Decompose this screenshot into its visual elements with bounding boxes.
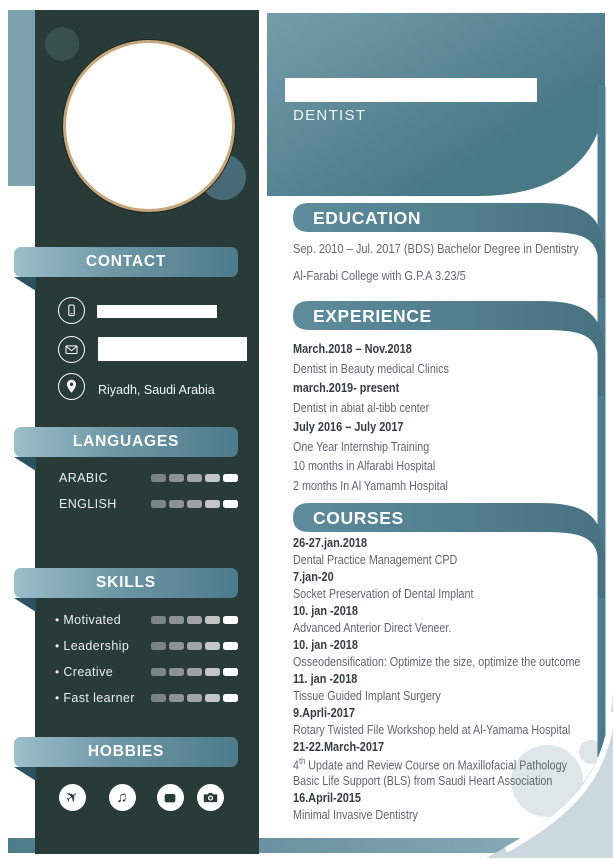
header-band (267, 13, 605, 196)
camera-icon (197, 784, 224, 811)
course-date: 11. jan -2018 (293, 671, 358, 686)
experience-item: 10 months in Alfarabi Hospital (293, 458, 436, 473)
course-date: 21-22.March-2017 (293, 739, 385, 754)
plane-icon: ✈ (59, 784, 86, 811)
location-pin-icon (58, 373, 85, 400)
course-item: Advanced Anterior Direct Veneer. (293, 620, 452, 635)
course-date: 7.jan-20 (293, 569, 334, 584)
experience-item: One Year Internship Training (293, 438, 430, 454)
skill-row (55, 613, 238, 627)
language-row (59, 497, 238, 511)
section-heading-experience: EXPERIENCE (313, 306, 432, 326)
skill-label: • Fast learner (55, 691, 135, 705)
level-bar (151, 642, 238, 650)
course-item (293, 756, 580, 773)
course-item: Rotary Twisted File Workshop held at Al-Yamama Hospital (293, 722, 571, 737)
education-section (293, 241, 579, 295)
hobbies-heading (14, 737, 238, 767)
course-item-prefix: 4 (293, 757, 299, 773)
skill-label: • Motivated (55, 613, 121, 627)
skill-label: • Leadership (55, 639, 129, 653)
language-row (59, 471, 238, 485)
course-item: Dental Practice Management CPD (293, 552, 458, 567)
phone-icon (58, 297, 85, 324)
hobbies-heading-label: HOBBIES (87, 743, 165, 760)
experience-date: march.2019- present (293, 380, 400, 395)
phone-redacted (97, 305, 217, 318)
course-item: Basic Life Support (BLS) from Saudi Heart Association (293, 773, 553, 788)
course-item-ordinal: th (298, 756, 306, 766)
email-redacted (98, 337, 247, 361)
contact-heading-label: CONTACT (85, 253, 167, 270)
decor-circle (45, 27, 79, 61)
name-redacted (285, 78, 537, 102)
skill-row (55, 665, 238, 679)
language-label: ARABIC (59, 471, 108, 485)
course-date: 9.Aprli-2017 (293, 705, 355, 720)
course-date: 10. jan -2018 (293, 603, 358, 618)
course-date: 16.April-2015 (293, 790, 361, 805)
languages-heading (14, 427, 238, 457)
course-date: 10. jan -2018 (293, 637, 358, 652)
level-bar (151, 474, 238, 482)
music-icon: ♫ (109, 784, 136, 811)
sidebar (35, 10, 259, 854)
experience-section (293, 341, 449, 497)
skill-row (55, 691, 238, 705)
location-text: Riyadh, Saudi Arabia (98, 383, 215, 397)
course-item: Socket Preservation of Dental Implant (293, 586, 474, 601)
skills-heading (14, 568, 238, 598)
education-line: Sep. 2010 – Jul. 2017 (BDS) Bachelor Degree in Dentistry (293, 241, 579, 256)
skill-row (55, 639, 238, 653)
experience-date: March.2018 – Nov.2018 (293, 341, 412, 356)
job-title: DENTIST (293, 107, 367, 124)
book-icon (157, 784, 184, 811)
experience-item: Dentist in Beauty medical Clinics (293, 360, 449, 376)
level-bar (151, 500, 238, 508)
section-heading-education: EDUCATION (313, 208, 422, 228)
languages-heading-label: LANGUAGES (72, 433, 180, 450)
section-heading-courses: COURSES (313, 508, 404, 528)
experience-date: July 2016 – July 2017 (293, 419, 404, 434)
course-item: Tissue Guided Implant Surgery (293, 688, 441, 703)
experience-item: 2 months In Al Yamamh Hospital (293, 477, 448, 493)
profile-photo (63, 40, 235, 212)
course-item: Minimal Invasive Dentistry (293, 807, 418, 822)
education-line: Al-Farabi College with G.P.A 3.23/5 (293, 268, 466, 283)
left-accent-strip (8, 10, 36, 186)
skill-label: • Creative (55, 665, 113, 679)
experience-item: Dentist in abiat al-tibb center (293, 399, 430, 415)
contact-heading (14, 247, 238, 277)
skills-heading-label: SKILLS (96, 574, 156, 591)
courses-section (293, 535, 580, 824)
level-bar (151, 694, 238, 702)
email-icon (58, 336, 85, 363)
course-item: Osseodensification: Optimize the size, optimize the outcome (293, 654, 581, 669)
course-date: 26-27.jan.2018 (293, 535, 368, 550)
course-item-rest: Update and Review Course on Maxillofacial Pathology (305, 757, 568, 773)
level-bar (151, 668, 238, 676)
language-label: ENGLISH (59, 497, 117, 511)
level-bar (151, 616, 238, 624)
